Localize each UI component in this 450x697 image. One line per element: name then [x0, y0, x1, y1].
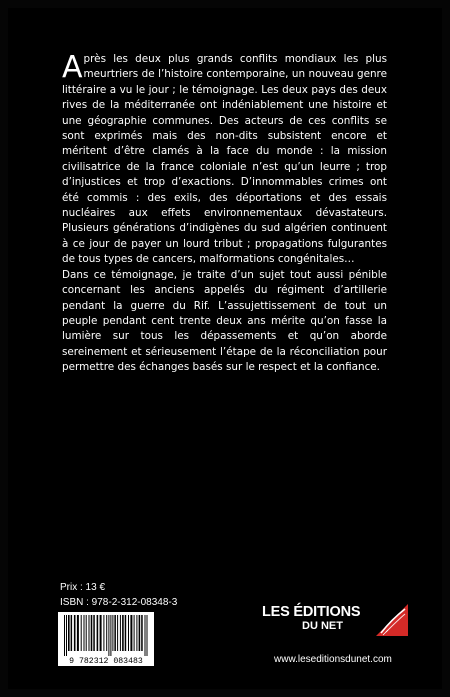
barcode-bar	[103, 615, 104, 651]
barcode-bar	[93, 615, 95, 651]
barcode-bar	[125, 615, 127, 651]
barcode-bar	[134, 615, 135, 651]
barcode-bar	[68, 615, 70, 651]
barcode	[58, 612, 154, 666]
barcode-bar	[108, 615, 109, 656]
barcode-digits: 9 782312 083483	[69, 657, 143, 666]
barcode-bar	[112, 615, 113, 651]
barcode-bar	[81, 615, 82, 651]
barcode-bar	[114, 615, 116, 651]
publisher-logo	[262, 604, 410, 644]
summary-text	[62, 52, 387, 376]
publisher-name-line1: LES ÉDITIONS	[262, 604, 361, 620]
barcode-bar	[141, 615, 143, 651]
summary-paragraph-2: Dans ce témoignage, je traite d’un sujet tout aussi pénible concernant les anciens appelés du régiment d’artillerie pendant la guerre du Rif. L’assujettissement de tout un peuple pendant cent trente deux ans mérite qu’on fasse la lumière sur tous les dépassements et qu’on aborde sereinement et sérieusement l’étape de la réconciliation pour permettre des échanges basés sur le respect et la confiance.	[62, 268, 387, 374]
barcode-bar	[145, 615, 146, 656]
barcode-bar	[64, 615, 65, 656]
barcode-bar	[130, 615, 132, 651]
barcode-bar	[122, 615, 124, 651]
barcode-bar	[66, 615, 67, 656]
publisher-name-line2: DU NET	[302, 620, 343, 632]
red-triangle-quill-icon	[374, 602, 410, 638]
barcode-bar	[97, 615, 99, 651]
barcode-graphic	[58, 612, 154, 666]
summary-paragraph-1	[62, 52, 387, 268]
barcode-bar	[128, 615, 129, 651]
price-label: Prix : 13 €	[60, 582, 106, 593]
barcode-bar	[71, 615, 73, 651]
barcode-bar	[84, 615, 85, 651]
barcode-bar	[106, 615, 107, 651]
isbn-label: ISBN : 978-2-312-08348-3	[60, 597, 178, 608]
barcode-bar	[110, 615, 111, 656]
barcode-bar	[77, 615, 79, 651]
barcode-bar	[100, 615, 102, 651]
barcode-bar	[136, 615, 137, 651]
barcode-bar	[91, 615, 93, 651]
barcode-bar	[74, 615, 76, 651]
barcode-bar	[120, 615, 121, 651]
summary-paragraph-1-text: près les deux plus grands conflits mondiaux les plus meurtriers de l’histoire contemporaine, un nouveau genre littéraire a vu le jour ; le témoignage. Les deux pays des deux rives de la méditerranée ont indéniablement une histoire et une géographie communes. Des acteurs de ces conflits se sont exprimés mais des non-dits subsistent encore et méritent d’être clamés à la face du monde : la mission civilisatrice de la france coloniale n’est qu’un leurre ; trop d’injustices et trop d’exactions. D’innommables crimes ont été commis : des exils, des déportations et des essais nucléaires aux effets environnementaux dévastateurs. Plusieurs générations d’indigènes du sud algérien continuent à ce jour de payer un lourd tribut ; propagations fulgurantes de tous types de cancers, malformations congénitales…	[62, 53, 387, 266]
drop-cap: A	[62, 50, 83, 85]
barcode-bar	[89, 615, 90, 651]
barcode-bar	[86, 615, 87, 651]
barcode-bar	[147, 615, 148, 656]
barcode-bar	[117, 615, 118, 651]
barcode-bar	[139, 615, 141, 651]
publisher-website: www.leseditionsdunet.com	[274, 654, 392, 665]
